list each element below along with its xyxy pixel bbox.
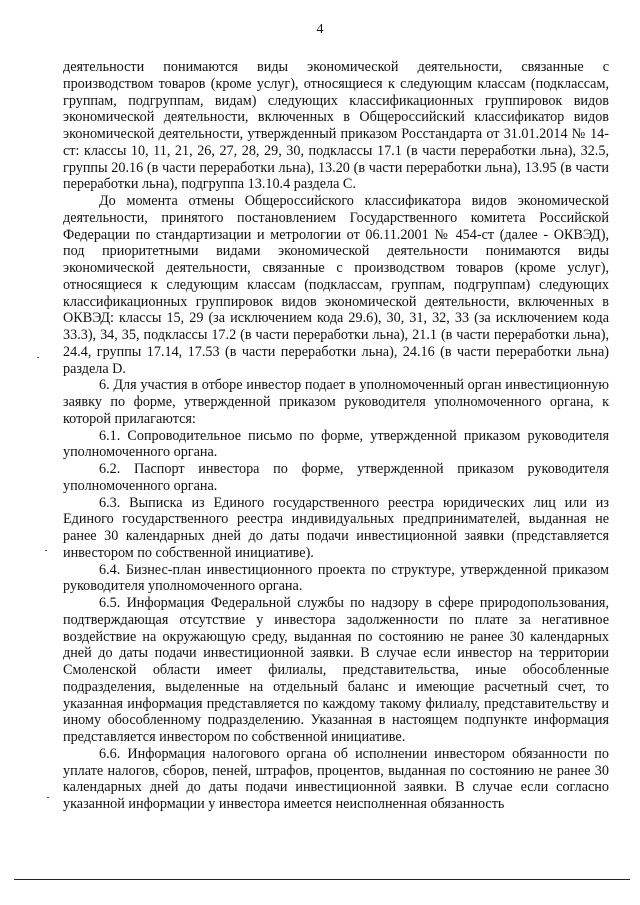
scan-speck [45, 550, 47, 551]
paragraph-item-6-1: 6.1. Сопроводительное письмо по форме, утвержденной приказом руководителя уполномоченного органа. [63, 427, 609, 461]
paragraph-item-6-6: 6.6. Информация налогового органа об исполнении инвестором обязанности по уплате налогов, сборов, пеней, штрафов, процентов, выданная по состоянию не ранее 30 календарных дней до даты подачи инвестиционной заявки. В случае если согласно указанной информации у инвестора имеется неисполненная обязанность [63, 745, 609, 812]
scan-speck [37, 357, 39, 358]
paragraph-item-6: 6. Для участия в отборе инвестор подает в уполномоченный орган инвестиционную заявку по форме, утвержденной приказом руководителя уполномоченного органа, к которой прилагаются: [63, 377, 609, 427]
scan-speck [47, 797, 49, 798]
paragraph-item-6-2: 6.2. Паспорт инвестора по форме, утвержденной приказом руководителя уполномоченного органа. [63, 461, 609, 494]
paragraph-item-6-3: 6.3. Выписка из Единого государственного реестра юридических лиц или из Единого государственного реестра индивидуальных предпринимателей, выданная не ранее 30 календарных дней до даты подачи инвестиционной заявки (представляется инвестором по собственной инициативе). [63, 494, 609, 561]
paragraph-item-6-5: 6.5. Информация Федеральной службы по надзору в сфере природопользования, подтверждающая отсутствие у инвестора задолженности по плате за негативное воздействие на окружающую среду, выданная по состоянию не ранее 30 календарных дней до даты подачи инвестиционной заявки. В случае если инвестор на территории Смоленской области имеет филиалы, представительства, иные обособленные подразделения, выделенные на отдельный баланс и имеющие расчетный счет, то указанная информация представляется по каждому такому филиалу, представительству и иному обособленному подразделению. Указанная в настоящем подпункте информация представляется инвестором по собственной инициативе. [63, 595, 609, 745]
document-body [63, 59, 609, 813]
paragraph-item-6-4: 6.4. Бизнес-план инвестиционного проекта по структуре, утвержденной приказом руководителя уполномоченного органа. [63, 561, 609, 595]
paragraph-continuation: деятельности понимаются виды экономической деятельности, связанные с производством товаров (кроме услуг), относящиеся к следующим классам (подклассам, группам, подгруппам, видам) следующих классификационных группировок видов экономической деятельности, включенных в Общероссийский классификатор видов экономической деятельности, утвержденный приказом Росстандарта от 31.01.2014 № 14-ст: классы 10, 11, 21, 26, 27, 28, 29, 30, подклассы 17.1 (в части переработки льна), 32.5, группы 20.16 (в части переработки льна), 13.20 (в части переработки льна), 13.95 (в части переработки льна), подгруппа 13.10.4 раздела C. [63, 59, 609, 193]
page-number: 4 [316, 22, 324, 37]
paragraph-okved-transition: До момента отмены Общероссийского классификатора видов экономической деятельности, принятого постановлением Государственного комитета Российской Федерации по стандартизации и метрологии от 06.11.2001 № 454-ст (далее - ОКВЭД), под приоритетными видами экономической деятельности понимаются виды экономической деятельности, связанные с производством товаров (кроме услуг), относящиеся к следующим классам (подклассам, группам, подгруппам) следующих классификационных группировок видов экономической деятельности, включенных в ОКВЭД: классы 15, 29 (за исключением кода 29.6), 30, 31, 32, 33 (за исключением кода 33.3), 34, 35, подклассы 17.2 (в части переработки льна), 21.1 (в части переработки льна), 24.4, группы 17.14, 17.53 (в части переработки льна), 24.16 (в части переработки льна) раздела D. [63, 193, 609, 377]
page-bottom-rule [14, 879, 630, 880]
